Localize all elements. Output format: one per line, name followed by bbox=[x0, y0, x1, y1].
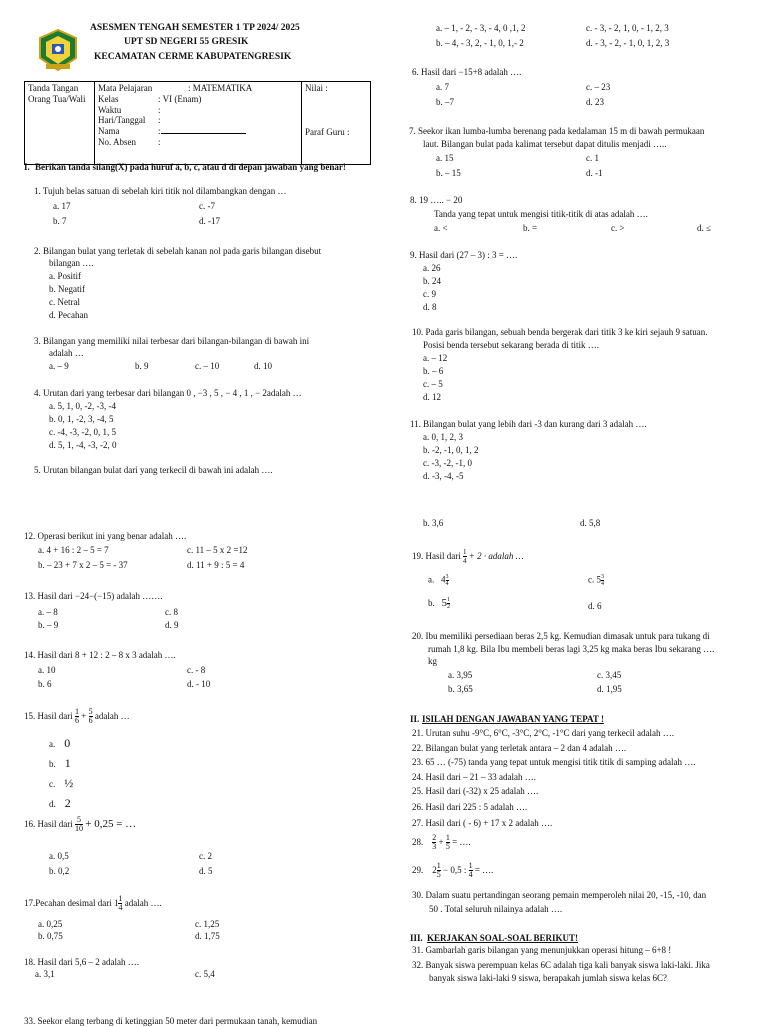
q1-option-b[interactable]: b. 7 bbox=[53, 216, 67, 226]
q7-option-b[interactable]: b. – 15 bbox=[436, 168, 461, 178]
q2-text: 2. Bilangan bulat yang terletak di sebelah kanan nol pada garis bilangan disebut bbox=[34, 246, 322, 256]
q6-text: 6. Hasil dari −15+8 adalah …. bbox=[412, 67, 522, 77]
q27-text: 27. Hasil dari ( - 6) + 17 x 2 adalah …. bbox=[412, 818, 553, 828]
q17-prefix: 17.Pecahan desimal dari 1 bbox=[24, 898, 119, 909]
q30-text-cont: 50 . Total seluruh nilainya adalah …. bbox=[429, 904, 563, 914]
q28-operator: + bbox=[438, 837, 444, 848]
q12-option-c[interactable]: c. 11 – 5 x 2 =12 bbox=[187, 545, 248, 555]
time-label: Waktu bbox=[98, 104, 122, 115]
q17-denominator: 4 bbox=[118, 903, 123, 912]
name-field-line[interactable] bbox=[161, 133, 246, 134]
q17-suffix: adalah …. bbox=[124, 898, 162, 909]
time-value: : bbox=[158, 104, 161, 115]
q15-f2-numerator: 5 bbox=[88, 707, 93, 716]
q1-text: 1. Tujuh belas satuan di sebelah kiri titik nol dilambangkan dengan … bbox=[34, 186, 287, 196]
header-school: UPT SD NEGERI 55 GRESIK bbox=[124, 37, 249, 47]
q7-text: 7. Seekor ikan lumba-lumba berenang pada kedalaman 15 m di bawah permukaan bbox=[409, 126, 705, 136]
q19-option-c-letter: c. bbox=[588, 574, 595, 585]
q29-number: 29. bbox=[412, 865, 424, 876]
q29-f2-denominator: 4 bbox=[468, 870, 473, 879]
q20-option-d[interactable]: d. 1,95 bbox=[597, 684, 622, 694]
q16-prefix: 16. Hasil dari bbox=[24, 819, 73, 830]
q15-option-b-letter: b. bbox=[49, 759, 56, 769]
q14-option-b[interactable]: b. 6 bbox=[38, 679, 52, 689]
q8-text-cont: Tanda yang tepat untuk mengisi titik-titik di atas adalah …. bbox=[434, 209, 648, 219]
q18-option-b[interactable]: b. 3,6 bbox=[423, 518, 444, 528]
q15-option-d[interactable] bbox=[49, 796, 71, 810]
q29-fraction-1 bbox=[437, 862, 441, 879]
q25-text: 25. Hasil dari (-32) x 25 adalah …. bbox=[412, 786, 539, 796]
q2-option-a[interactable]: a. Positif bbox=[49, 271, 82, 281]
section-1-instruction: Berikan tanda silang(X) pada huruf a, b, c, atau d di depan jawaban yang benar! bbox=[35, 162, 346, 172]
q15-f2-denominator: 6 bbox=[88, 716, 93, 725]
q15-prefix: 15. Hasil dari bbox=[24, 711, 73, 722]
q19-option-b[interactable]: b. 5 $\frac{1}{2}$ bbox=[428, 597, 450, 611]
q13-option-a[interactable]: a. – 8 bbox=[38, 607, 58, 617]
q16-suffix: + 0,25 = … bbox=[85, 817, 137, 830]
q15-suffix: adalah … bbox=[94, 711, 130, 722]
teacher-initial-label: Paraf Guru : bbox=[305, 126, 350, 137]
q4-option-a[interactable]: a. 5, 1, 0, -2, -3, -4 bbox=[49, 401, 116, 411]
q17-option-b[interactable]: b. 0,75 bbox=[38, 931, 63, 941]
q28-f2-numerator: 1 bbox=[445, 833, 450, 842]
date-value: : bbox=[158, 115, 161, 126]
q26-text: 26. Hasil dari 225 : 5 adalah …. bbox=[412, 802, 528, 812]
q29-f1-denominator: 5 bbox=[436, 870, 441, 879]
q29-f1-numerator: 1 bbox=[436, 861, 441, 870]
q20-option-b[interactable]: b. 3,65 bbox=[448, 684, 473, 694]
parent-signature-label: Tanda Tangan Orang Tua/Wali bbox=[28, 83, 86, 104]
q24-text: 24. Hasil dari – 21 – 33 adalah …. bbox=[412, 772, 536, 782]
q19-option-a-whole: 4 bbox=[441, 574, 446, 585]
q16-fraction bbox=[75, 816, 83, 833]
q28-f2-denominator: 5 bbox=[445, 842, 450, 851]
header-title: ASESMEN TENGAH SEMESTER 1 TP 2024/ 2025 bbox=[90, 23, 300, 33]
q19-expression: + 2 · adalah … bbox=[468, 551, 524, 562]
q17-option-a[interactable]: a. 0,25 bbox=[38, 919, 63, 929]
q11-option-d[interactable]: d. -3, -4, -5 bbox=[423, 471, 464, 481]
q11-option-a[interactable]: a. 0, 1, 2, 3 bbox=[423, 432, 463, 442]
q9-option-d[interactable]: d. 8 bbox=[423, 302, 437, 312]
absen-label: No. Absen bbox=[98, 136, 136, 147]
q10-option-a[interactable]: a. – 12 bbox=[423, 353, 448, 363]
subject-label: Mata Pelajaran bbox=[98, 83, 153, 93]
q10-option-c[interactable]: c. – 5 bbox=[423, 379, 443, 389]
q21-text: 21. Urutan suhu -9°C, 6°C, -3°C, 2°C, -1°C dari yang terkecil adalah …. bbox=[412, 728, 674, 738]
q32-text-cont: banyak siswa laki-laki 9 siswa, berapakah jumlah siswa kelas 6C? bbox=[429, 973, 667, 983]
q28-number: 28. bbox=[412, 837, 424, 848]
q3-option-a[interactable]: a. – 9 bbox=[49, 361, 69, 371]
q16-option-b[interactable]: b. 0,2 bbox=[49, 866, 70, 876]
q29-middle: − 0,5 : bbox=[443, 865, 467, 876]
q18-option-a[interactable]: a. 3,1 bbox=[35, 969, 55, 979]
q33-text: 33. Seekor elang terbang di ketinggian 50 meter dari permukaan tanah, kemudian bbox=[24, 1016, 318, 1026]
score-label: Nilai : bbox=[305, 83, 328, 93]
q5-option-a[interactable]: a. – 1, - 2, - 3, - 4, 0 ,1, 2 bbox=[436, 23, 526, 33]
q8-option-a[interactable]: a. < bbox=[434, 223, 448, 233]
q5-option-d[interactable]: d. - 3, - 2, - 1, 0, 1, 2, 3 bbox=[586, 38, 670, 48]
q19-prefix: 19. Hasil dari bbox=[412, 551, 461, 562]
header-district: KECAMATAN CERME KABUPATENGRESIK bbox=[94, 52, 292, 62]
q20-text-cont: rumah 1,8 kg. Bila Ibu membeli beras lagi 3,25 kg maka beras Ibu sekarang …. bbox=[428, 644, 715, 654]
q29-whole: 2 bbox=[432, 865, 437, 876]
class-label: Kelas bbox=[98, 93, 119, 104]
school-emblem-logo bbox=[36, 28, 80, 72]
q19-fraction-1: $\frac{1}{4}$ bbox=[463, 548, 467, 565]
q5-option-b[interactable]: b. – 4, - 3, 2, - 1, 0, 1,- 2 bbox=[436, 38, 524, 48]
q3-text-cont: adalah … bbox=[49, 348, 84, 358]
q14-option-a[interactable]: a. 10 bbox=[38, 665, 56, 675]
q30-text: 30. Dalam suatu pertandingan seorang pemain memperoleh nilai 20, -15, -10, dan bbox=[412, 890, 707, 900]
q15-fraction-2 bbox=[89, 708, 93, 725]
q16-denominator: 10 bbox=[75, 824, 83, 833]
q15-question bbox=[24, 708, 130, 725]
q10-text: 10. Pada garis bilangan, sebuah benda bergerak dari titik 3 ke kiri sejauh 9 satuan. bbox=[412, 327, 708, 337]
q28-suffix: = …. bbox=[452, 837, 471, 848]
q15-fraction-1 bbox=[75, 708, 79, 725]
q1-option-a[interactable]: a. 17 bbox=[53, 201, 71, 211]
subject-value: : MATEMATIKA bbox=[188, 83, 253, 93]
q13-option-b[interactable]: b. – 9 bbox=[38, 620, 59, 630]
q17-question bbox=[24, 895, 162, 912]
q2-option-d[interactable]: d. Pecahan bbox=[49, 310, 88, 320]
q6-option-d[interactable]: d. 23 bbox=[586, 97, 604, 107]
q12-option-d[interactable]: d. 11 + 9 : 5 = 4 bbox=[187, 560, 245, 570]
q28-f1-denominator: 3 bbox=[432, 842, 437, 851]
q19-option-a-letter: a. bbox=[428, 574, 435, 585]
q15-f1-numerator: 1 bbox=[75, 707, 79, 716]
q11-option-b[interactable]: b. -2, -1, 0, 1, 2 bbox=[423, 445, 479, 455]
name-value: : bbox=[158, 126, 161, 137]
q6-option-c[interactable]: c. – 23 bbox=[586, 82, 611, 92]
q9-option-c[interactable]: c. 9 bbox=[423, 289, 436, 299]
q15-option-a[interactable] bbox=[49, 736, 70, 750]
q16-option-a[interactable]: a. 0,5 bbox=[49, 851, 69, 861]
q19-option-d[interactable]: d. 6 bbox=[588, 601, 602, 611]
section-2-number: II. bbox=[410, 714, 420, 724]
q17-fraction bbox=[118, 895, 122, 912]
q9-option-b[interactable]: b. 24 bbox=[423, 276, 441, 286]
q4-option-b[interactable]: b. 0, 1, -2, 3, -4, 5 bbox=[49, 414, 114, 424]
q15-option-c-letter: c. bbox=[49, 779, 56, 789]
q1-option-d[interactable]: d. -17 bbox=[199, 216, 220, 226]
q2-text-cont: bilangan …. bbox=[49, 258, 94, 268]
q32-text: 32. Banyak siswa perempuan kelas 6C adalah tiga kali banyak siswa laki-laki. Jika bbox=[412, 960, 710, 970]
name-label: Nama bbox=[98, 126, 120, 137]
section-3-title: KERJAKAN SOAL-SOAL BERIKUT! bbox=[427, 933, 579, 943]
q29-fraction-2 bbox=[469, 862, 473, 879]
q16-option-c[interactable]: c. 2 bbox=[199, 851, 212, 861]
q7-text-cont: laut. Bilangan bulat pada kalimat tersebut dapat ditulis menjadi ….. bbox=[423, 139, 667, 149]
q14-option-c[interactable]: c. - 8 bbox=[187, 665, 206, 675]
q28-fraction-2 bbox=[446, 834, 450, 851]
q19-option-b-letter: b. bbox=[428, 598, 435, 608]
q23-text: 23. 65 … (-75) tanda yang tepat untuk mengisi titik titik di samping adalah …. bbox=[412, 757, 696, 767]
q19-option-c-whole: 5 bbox=[596, 574, 601, 585]
q15-option-c[interactable] bbox=[49, 776, 73, 790]
q16-numerator: 5 bbox=[77, 815, 81, 824]
q3-text: 3. Bilangan yang memiliki nilai terbesar dari bilangan-bilangan di bawah ini bbox=[34, 336, 310, 346]
q18-option-c[interactable]: c. 5,4 bbox=[195, 969, 215, 979]
section-3-number: III. bbox=[410, 933, 423, 943]
q9-option-a[interactable]: a. 26 bbox=[423, 263, 441, 273]
q18-text: 18. Hasil dari 5,6 – 2 adalah …. bbox=[24, 957, 139, 967]
q20-text: 20. Ibu memiliki persediaan beras 2,5 kg. Kemudian dimasak untuk para tukang di bbox=[412, 631, 710, 641]
q10-option-b[interactable]: b. – 6 bbox=[423, 366, 444, 376]
q29-f2-numerator: 1 bbox=[468, 861, 473, 870]
q8-option-d[interactable]: d. ≤ bbox=[697, 223, 711, 233]
q15-f1-denominator: 6 bbox=[75, 716, 79, 725]
q19-question bbox=[412, 548, 524, 565]
q8-option-b[interactable]: b. = bbox=[523, 223, 538, 233]
q20-option-c[interactable]: c. 3,45 bbox=[597, 670, 622, 680]
q15-option-b[interactable] bbox=[49, 756, 71, 770]
q31-text: 31. Gambarlah garis bilangan yang menunjukkan operasi hitung – 6+8 ! bbox=[412, 945, 672, 955]
q19-option-c[interactable]: c. 5 $\frac{3}{4}$ bbox=[588, 574, 604, 587]
q11-text: 11. Bilangan bulat yang lebih dari -3 dan kurang dari 3 adalah …. bbox=[410, 419, 647, 429]
student-info-table bbox=[24, 81, 371, 165]
q28-question bbox=[412, 834, 471, 851]
absen-value: : bbox=[158, 136, 161, 147]
q12-option-b[interactable]: b. – 23 + 7 x 2 – 5 = - 37 bbox=[38, 560, 128, 570]
q28-fraction-1 bbox=[432, 834, 436, 851]
q16-question bbox=[24, 816, 136, 833]
q4-option-d[interactable]: d. 5, 1, -4, -3, -2, 0 bbox=[49, 440, 117, 450]
q5-text: 5. Urutan bilangan bulat dari yang terkecil di bawah ini adalah …. bbox=[34, 465, 273, 475]
q28-f1-numerator: 2 bbox=[432, 833, 437, 842]
q29-question bbox=[412, 862, 493, 879]
q2-option-c[interactable]: c. Netral bbox=[49, 297, 80, 307]
q3-option-b[interactable]: b. 9 bbox=[135, 361, 149, 371]
q12-option-a[interactable]: a. 4 + 16 : 2 – 5 = 7 bbox=[38, 545, 109, 555]
q11-option-c[interactable]: c. -3, -2, -1, 0 bbox=[423, 458, 472, 468]
q12-text: 12. Operasi berikut ini yang benar adalah …. bbox=[24, 531, 187, 541]
section-1-number: I. bbox=[24, 162, 30, 172]
q2-option-b[interactable]: b. Negatif bbox=[49, 284, 85, 294]
q15-option-b-value: 1 bbox=[64, 756, 71, 770]
section-2-title: ISILAH DENGAN JAWABAN YANG TEPAT ! bbox=[422, 714, 604, 724]
q4-option-c[interactable]: c. -4, -3, -2, 0, 1, 5 bbox=[49, 427, 116, 437]
q7-option-c[interactable]: c. 1 bbox=[586, 153, 599, 163]
q15-option-a-letter: a. bbox=[49, 739, 56, 749]
date-label: Hari/Tanggal bbox=[98, 115, 146, 126]
class-value: : VI (Enam) bbox=[158, 93, 202, 104]
q3-option-d[interactable]: d. 10 bbox=[254, 361, 272, 371]
q29-suffix: = …. bbox=[474, 865, 494, 876]
q15-plus: + bbox=[81, 711, 87, 722]
q9-text: 9. Hasil dari (27 – 3) : 3 = …. bbox=[410, 250, 518, 260]
q22-text: 22. Bilangan bulat yang terletak antara – 2 dan 4 adalah …. bbox=[412, 743, 627, 753]
q15-option-d-value: 2 bbox=[64, 796, 71, 810]
q18-option-d[interactable]: d. 5,8 bbox=[580, 518, 601, 528]
q10-option-d[interactable]: d. 12 bbox=[423, 392, 441, 402]
q13-option-d[interactable]: d. 9 bbox=[165, 620, 179, 630]
q13-text: 13. Hasil dari −24−(−15) adalah ……. bbox=[24, 591, 163, 601]
q15-option-c-value: ½ bbox=[64, 776, 74, 790]
q5-option-c[interactable]: c. - 3, - 2, 1, 0, - 1, 2, 3 bbox=[586, 23, 669, 33]
q14-option-d[interactable]: d. - 10 bbox=[187, 679, 211, 689]
q8-option-c[interactable]: c. > bbox=[611, 223, 625, 233]
q7-option-d[interactable]: d. -1 bbox=[586, 168, 603, 178]
q7-option-a[interactable]: a. 15 bbox=[436, 153, 454, 163]
q15-option-a-value: 0 bbox=[64, 736, 71, 750]
q3-option-c[interactable]: c. – 10 bbox=[195, 361, 220, 371]
q17-option-d[interactable]: d. 1,75 bbox=[195, 931, 220, 941]
q6-option-a[interactable]: a. 7 bbox=[436, 82, 449, 92]
q19-option-a[interactable]: a. 4 $\frac{3}{4}$ bbox=[428, 574, 449, 587]
q15-option-d-letter: d. bbox=[49, 799, 56, 809]
q8-text: 8. 19 ….. − 20 bbox=[410, 195, 463, 205]
q4-text: 4. Urutan dari yang terbesar dari bilangan 0 , −3 , 5 , − 4 , 1 , − 2adalah … bbox=[34, 388, 302, 398]
q1-option-c[interactable]: c. -7 bbox=[199, 201, 215, 211]
q16-option-d[interactable]: d. 5 bbox=[199, 866, 213, 876]
q20-option-a[interactable]: a. 3,95 bbox=[448, 670, 473, 680]
q19-option-b-whole: 5 bbox=[441, 597, 447, 609]
q13-option-c[interactable]: c. 8 bbox=[165, 607, 178, 617]
q20-text-unit: kg bbox=[428, 656, 437, 666]
q14-text: 14. Hasil dari 8 + 12 : 2 – 8 x 3 adalah …. bbox=[24, 650, 176, 660]
q17-option-c[interactable]: c. 1,25 bbox=[195, 919, 220, 929]
q6-option-b[interactable]: b. –7 bbox=[436, 97, 454, 107]
q17-numerator: 1 bbox=[118, 894, 123, 903]
q10-text-cont: Posisi benda tersebut sekarang berada di titik …. bbox=[423, 340, 599, 350]
